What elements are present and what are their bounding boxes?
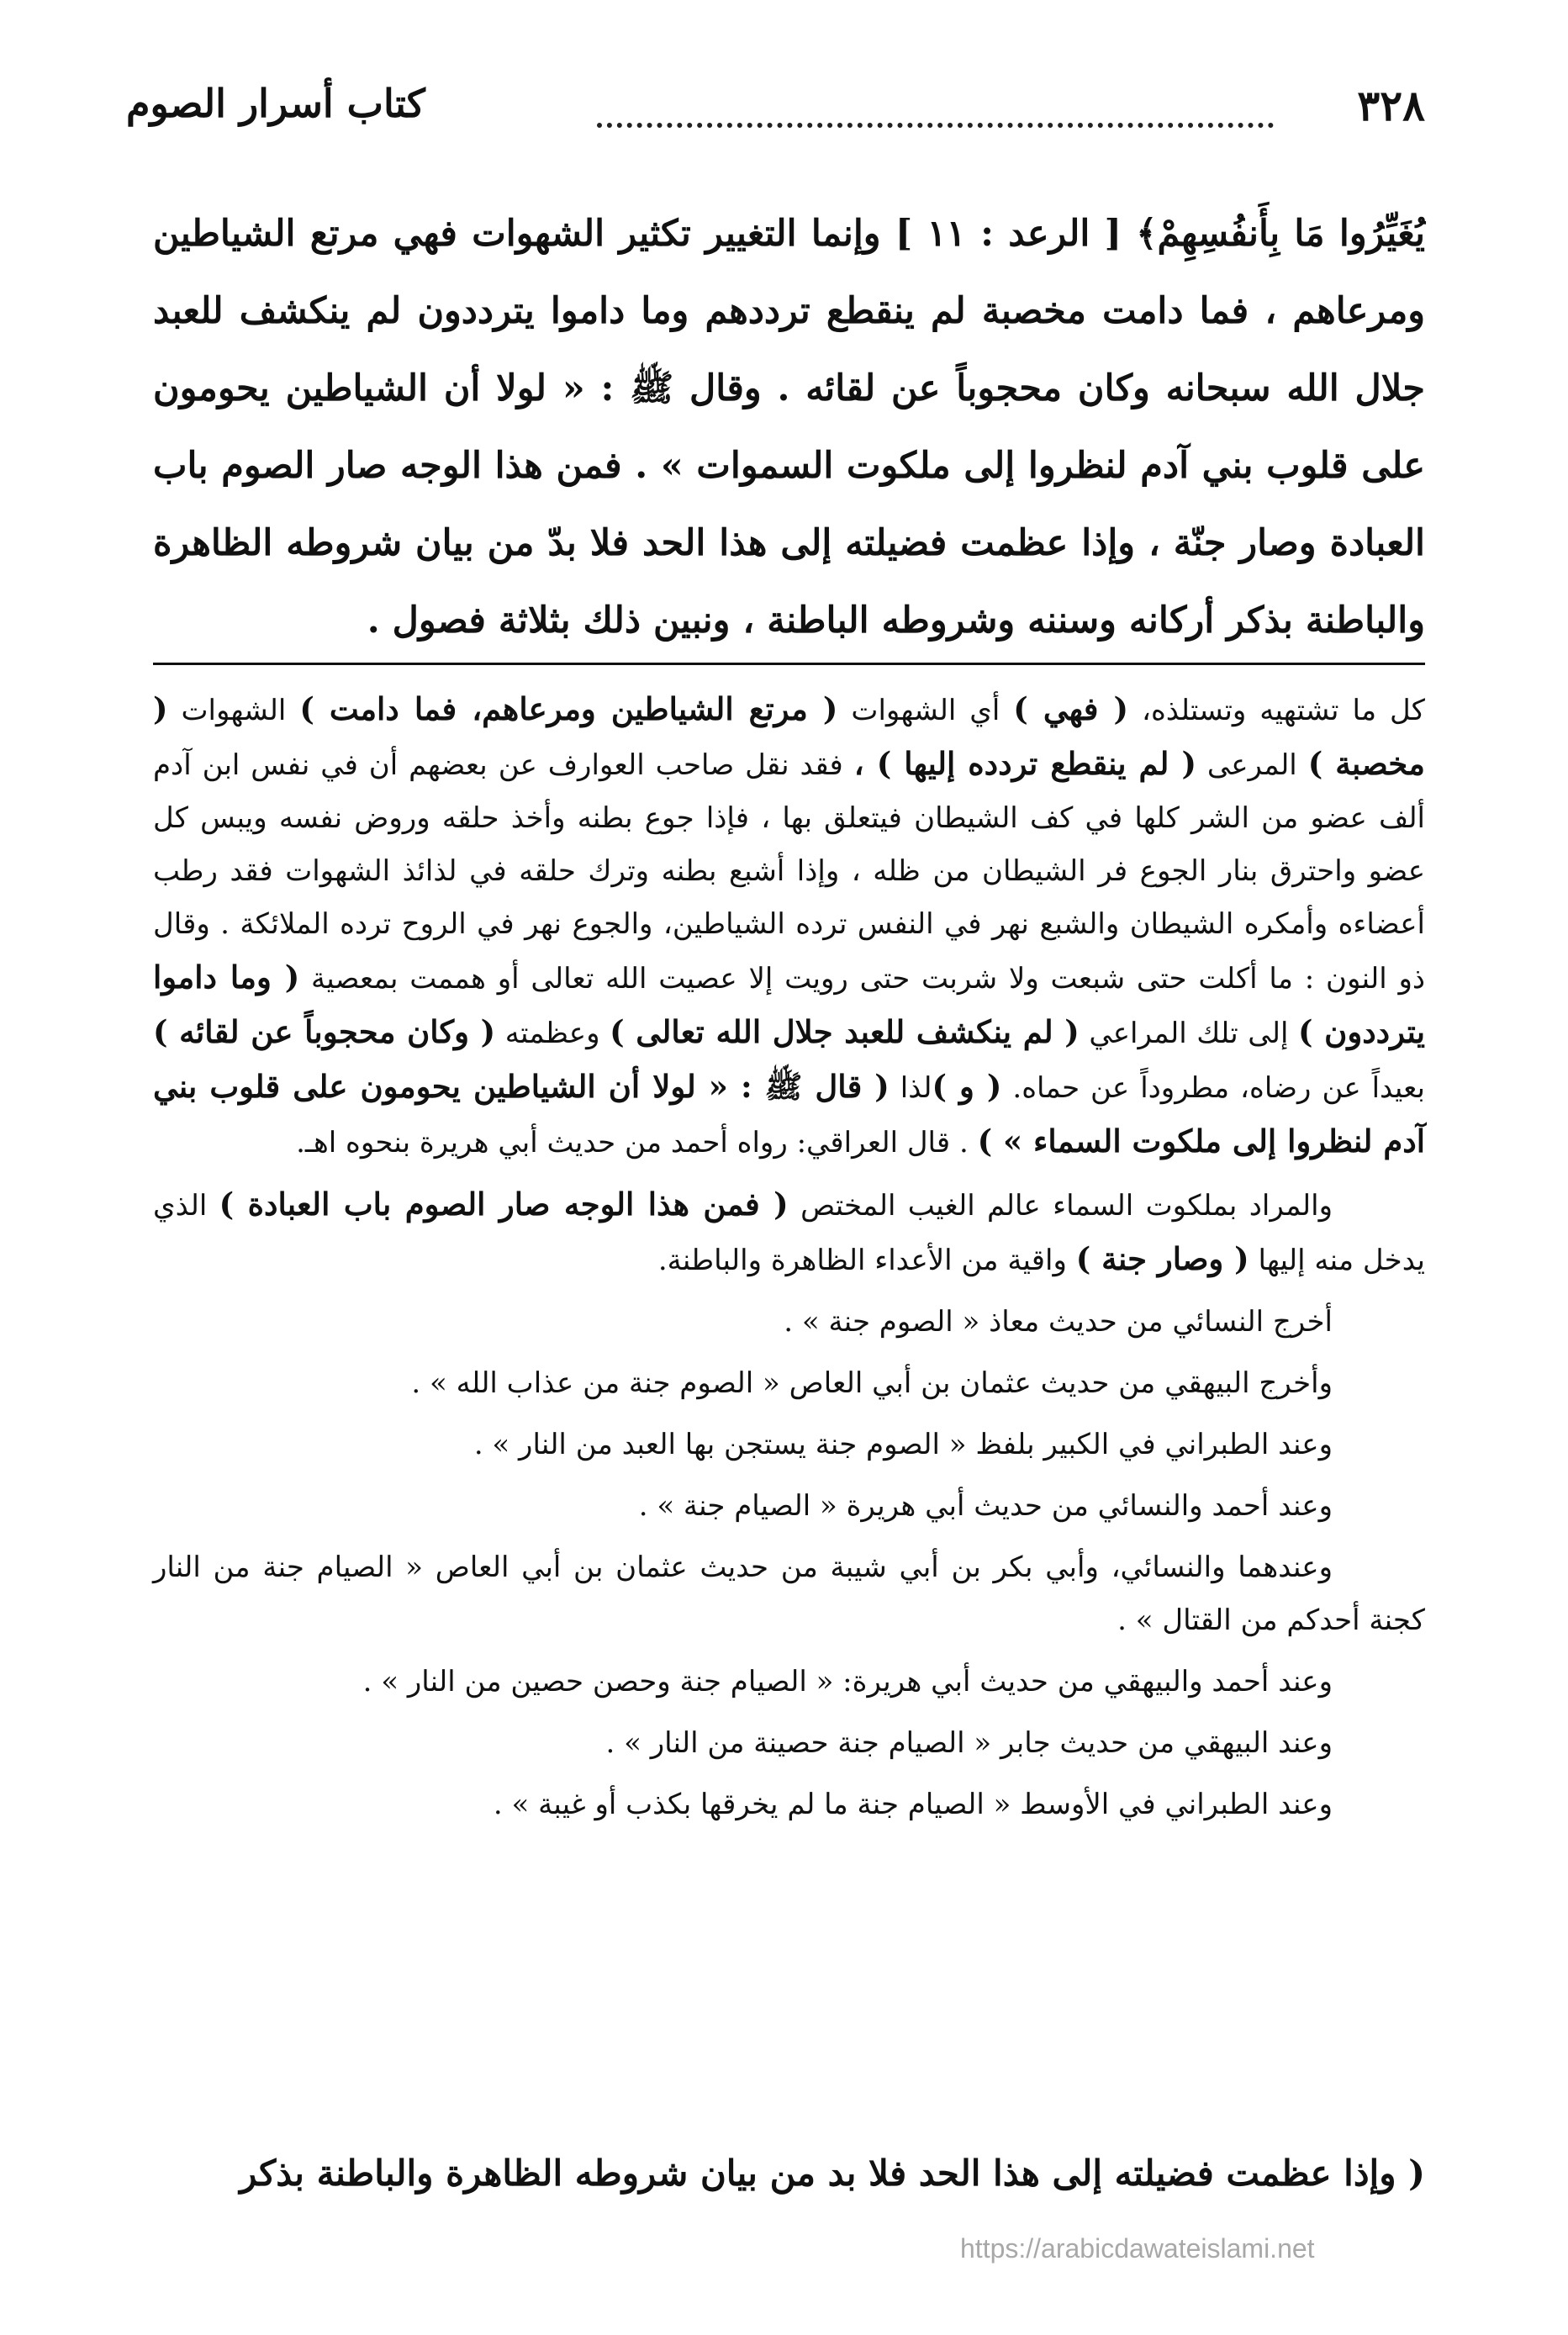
narration: وعند أحمد والنسائي من حديث أبي هريرة « الصيام جنة » .	[638, 1489, 1333, 1523]
commentary-text: والمراد بملكوت السماء عالم الغيب المختص	[788, 1189, 1333, 1223]
quoted-matn: ( لم ينقطع تردده إليها ) ،	[853, 745, 1196, 782]
main-text	[153, 195, 1425, 659]
narration: أخرج النسائي من حديث معاذ « الصوم جنة » .	[784, 1305, 1333, 1339]
quoted-matn: ( مرتع الشياطين ومرعاهم، فما دامت )	[299, 690, 838, 727]
commentary-text: وعظمته	[495, 1017, 610, 1050]
narration: وعند البيهقي من حديث جابر « الصيام جنة حصينة من النار » .	[605, 1726, 1333, 1760]
closing-matn-line: ( وإذا عظمت فضيلته إلى هذا الحد فلا بد من بيان شروطه الظاهرة والباطنة بذكر	[240, 2153, 1425, 2194]
commentary-paragraph	[153, 683, 1425, 1170]
watermark-url: https://arabicdawateislami.net	[960, 2233, 1315, 2264]
narration: وعند أحمد والبيهقي من حديث أبي هريرة: « الصيام جنة وحصن حصين من النار » .	[362, 1665, 1333, 1698]
running-header	[126, 81, 1425, 148]
commentary-text: . قال العراقي: رواه أحمد من حديث أبي هريرة بنحوه اهـ.	[296, 1126, 978, 1160]
commentary-text: إلى تلك المراعي	[1079, 1017, 1298, 1050]
commentary-text: أي الشهوات	[837, 694, 1014, 727]
page-number: ٣٢٨	[1357, 81, 1425, 130]
quoted-matn: ( وصار جنة )	[1075, 1240, 1249, 1277]
quoted-matn: ( قال ﷺ : « لولا أن الشياطين يحومون على قلوب بني آدم لنظروا إلى ملكوت السماء » )	[153, 1068, 1425, 1160]
commentary-text: بعيداً عن رضاه، مطروداً عن حماه.	[1001, 1071, 1426, 1105]
book-title: كتاب أسرار الصوم	[126, 81, 425, 126]
commentary-text: الذي يدخل منه إليها	[153, 1189, 1425, 1277]
quoted-matn: ( وما داموا يترددون )	[153, 959, 1426, 1050]
quoted-matn: ( فهي )	[1013, 690, 1128, 727]
commentary-text: لذا	[889, 1071, 932, 1105]
quoted-matn: ( مخصبة )	[153, 690, 1425, 782]
commentary-paragraph	[153, 1178, 1425, 1287]
commentary-text: واقية من الأعداء الظاهرة والباطنة.	[657, 1244, 1076, 1277]
main-paragraph: يُغَيِّرُوا مَا بِأَنفُسِهِمْ﴾ [ الرعد : ١١ ] وإنما التغيير تكثير الشهوات فهي مرتع الشياطين ومرعاهم ، فما دامت مخصبة لم ينقطع ترددهم وما داموا يترددون لم ينكشف للعبد جلال الله سبحانه وكان محجوباً عن لقائه . وقال ﷺ : « لولا أن الشياطين يحومون على قلوب بني آدم لنظروا إلى ملكوت السموات » . فمن هذا الوجه صار الصوم باب العبادة وصار جنّة ، وإذا عظمت فضيلته إلى هذا الحد فلا بدّ من بيان شروطه الظاهرة والباطنة بذكر أركانه وسننه وشروطه الباطنة ، ونبين ذلك بثلاثة فصول .	[153, 213, 1425, 642]
narration: وأخرج البيهقي من حديث عثمان بن أبي العاص « الصوم جنة من عذاب الله » .	[411, 1366, 1333, 1400]
quoted-matn: ( لم ينكشف للعبد جلال الله تعالى )	[610, 1013, 1080, 1050]
narration: وعندهما والنسائي، وأبي بكر بن أبي شيبة من حديث عثمان بن أبي العاص « الصيام جنة من النار كجنة أحدكم من القتال » .	[153, 1551, 1425, 1637]
footnote-divider	[153, 663, 1425, 665]
narration: وعند الطبراني في الأوسط « الصيام جنة ما لم يخرقها بكذب أو غيبة » .	[493, 1788, 1333, 1821]
commentary-text: المرعى	[1196, 748, 1308, 782]
commentary-text: فقد نقل صاحب العوارف عن بعضهم أن في نفس ابن آدم ألف عضو من الشر كلها في كف الشيطان فيتعلق بها ، فإذا جوع بطنه وأخذ حلقه وروض نفسه ويبس كل عضو واحترق بنار الجوع فر الشيطان من ظله ، وإذا أشبع بطنه وترك حلقه في لذائذ الشهوات فقد رطب أعضاءه وأمكره الشيطان والشبع نهر في النفس ترده الشياطين، والجوع نهر في الروح ترده الملائكة . وقال ذو النون : ما أكلت حتى شبعت ولا شربت حتى رويت إلا عصيت الله تعالى أو هممت بمعصية	[153, 748, 1426, 996]
quoted-matn: ( و )	[932, 1068, 1002, 1105]
commentary	[153, 683, 1425, 1840]
commentary-text: الشهوات	[167, 694, 300, 727]
header-dot-leader	[597, 123, 1274, 128]
quoted-matn: ( وكان محجوباً عن لقائه )	[153, 1013, 496, 1050]
commentary-text: كل ما تشتهيه وتستلذه،	[1127, 694, 1425, 727]
quoted-matn: ( فمن هذا الوجه صار الصوم باب العبادة )	[219, 1186, 789, 1223]
narration: وعند الطبراني في الكبير بلفظ « الصوم جنة يستجن بها العبد من النار » .	[473, 1428, 1333, 1461]
